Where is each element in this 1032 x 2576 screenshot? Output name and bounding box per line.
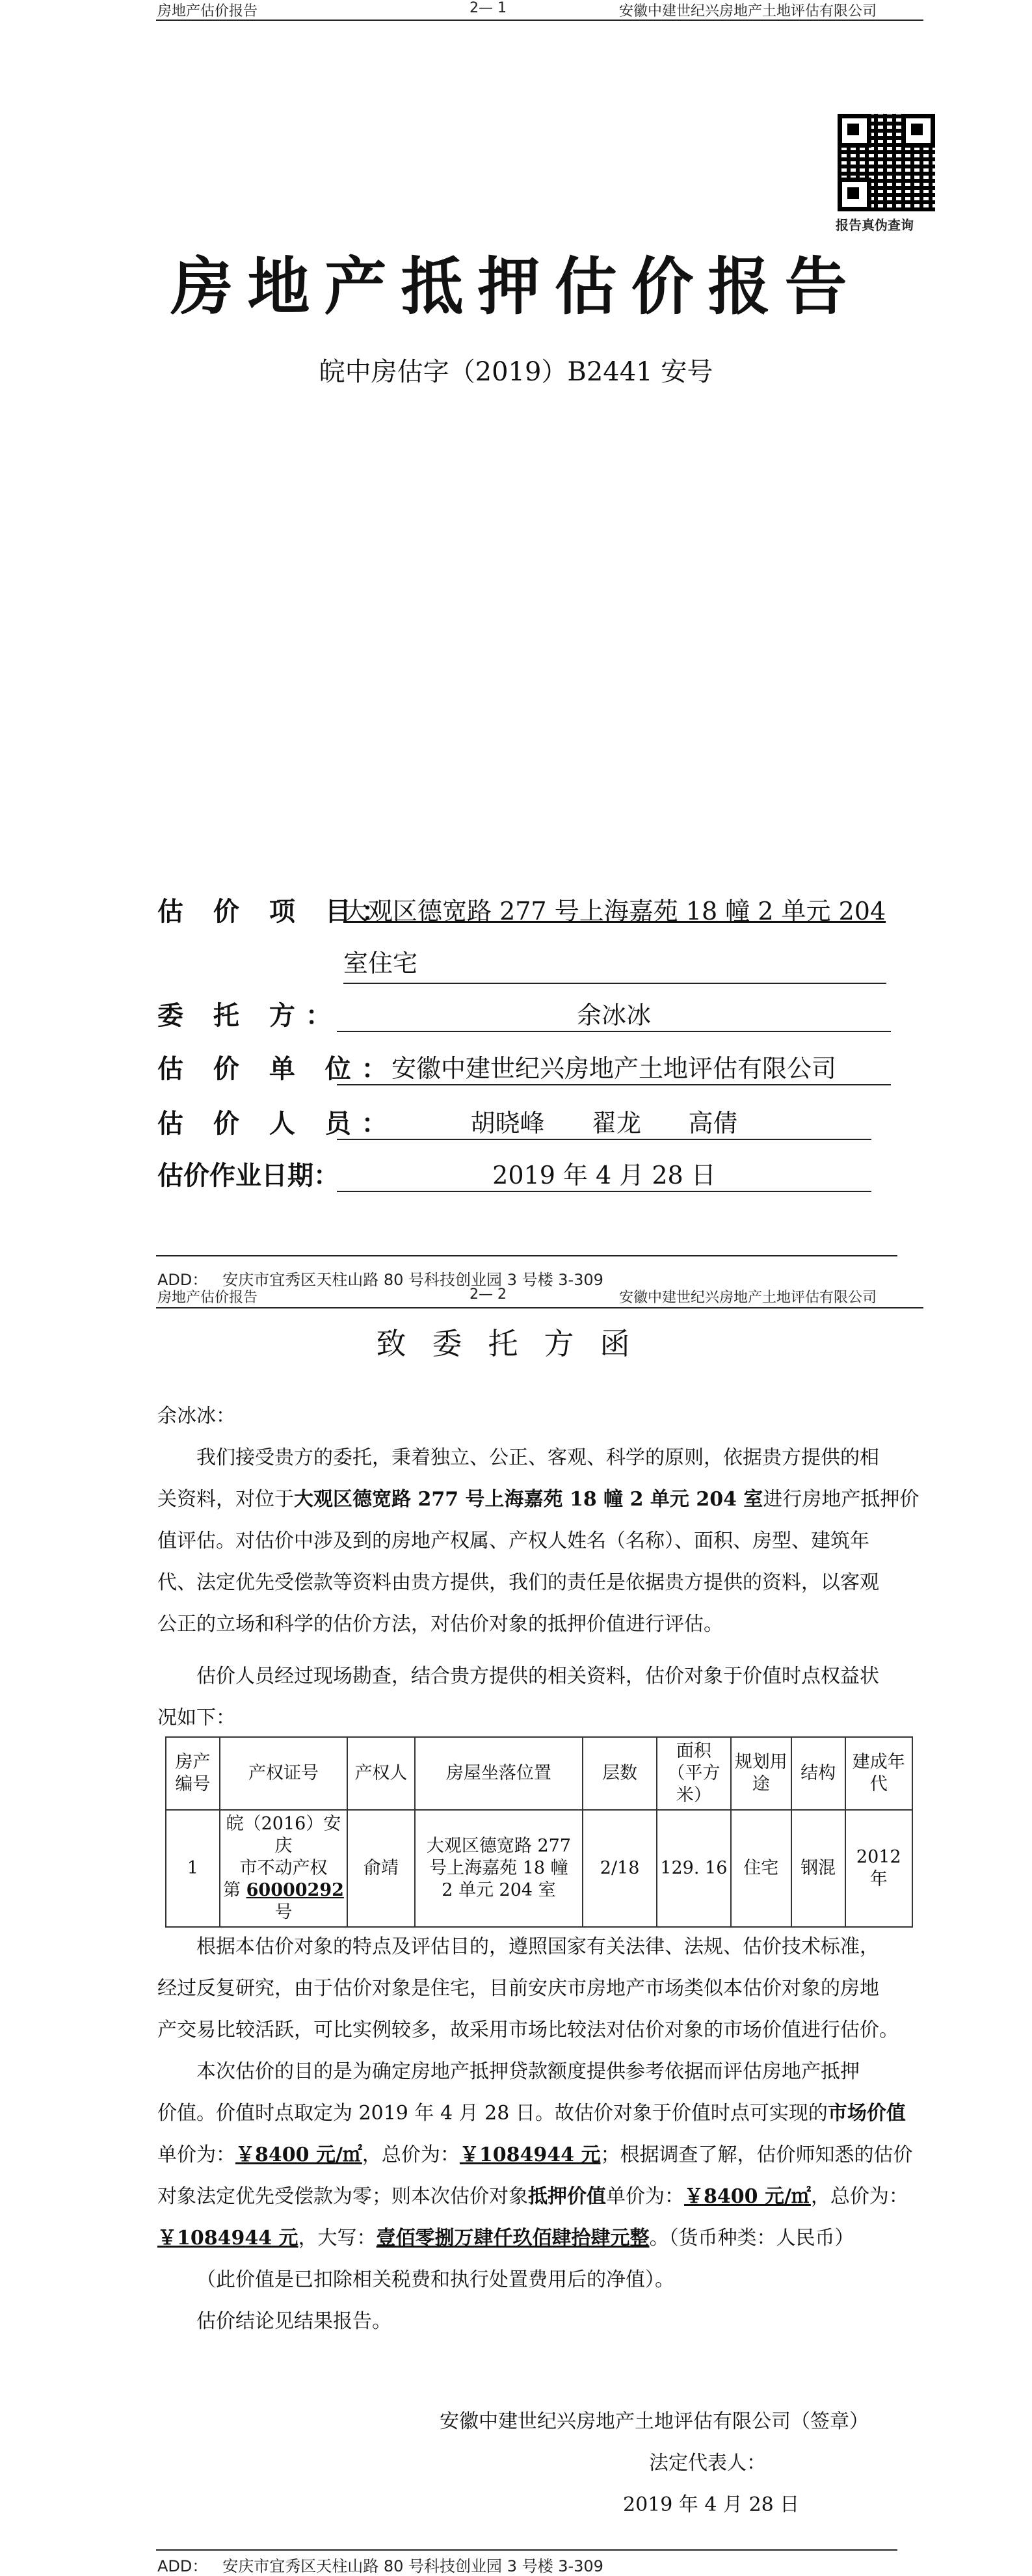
salutation: 余冰冰： (157, 1405, 235, 1427)
footer-address: ADD： 安庆市宜秀区天柱山路 80 号科技创业园 3 号楼 3-309 (157, 2557, 603, 2575)
header-cell: 产权人 (347, 1737, 414, 1810)
paragraph-1-line2: 关资料，对位于大观区德宽路 277 号上海嘉苑 18 幢 2 单元 204 室进行房地产抵押价 (157, 1488, 920, 1511)
header-cell: 建成年代 (845, 1737, 912, 1810)
date-label: 估价作业日期： (157, 1160, 339, 1191)
paragraph-3-line1: 根据本估价对象的特点及评估目的，遵照国家有关法律、法规、估价技术标准， (196, 1935, 879, 1958)
cell-location: 大观区德宽路 277 号上海嘉苑 18 幢 2 单元 204 室 (415, 1810, 583, 1927)
cell-owner: 俞靖 (347, 1810, 414, 1927)
qr-code[interactable] (838, 114, 935, 211)
footer-address: ADD： 安庆市宜秀区天柱山路 80 号科技创业园 3 号楼 3-309 (157, 1271, 603, 1289)
cell-certificate: 皖（2016）安庆 市不动产权 第 60000292 号 (220, 1810, 348, 1927)
client-label: 委 托 方： (157, 1000, 342, 1031)
footer-rule (156, 1255, 897, 1256)
client-value: 余冰冰 (337, 995, 891, 1032)
paragraph-3-line2: 经过反复研究，由于估价对象是住宅，目前安庆市房地产市场类似本估价对象的房地 (157, 1977, 879, 2000)
date-value: 2019 年 4 月 28 日 (337, 1155, 871, 1192)
paragraph-4-line3: 单价为：￥8400 元/㎡，总价为：￥1084944 元；根据调查了解，估价师知悉的估价 (157, 2144, 913, 2166)
header-page-number: 2— 2 (470, 1286, 507, 1303)
header-cell: 规划用途 (731, 1737, 791, 1810)
header-cell: 房屋坐落位置 (415, 1737, 583, 1810)
paragraph-5: （此价值是已扣除相关税费和执行处置费用后的净值）。 (196, 2268, 674, 2291)
header-cell: 面积（平方米） (657, 1737, 731, 1810)
paragraph-2-line2: 况如下： (157, 1706, 235, 1729)
cell-number: 1 (166, 1810, 220, 1927)
unit-value: 安徽中建世纪兴房地产土地评估有限公司 (337, 1048, 891, 1085)
qr-caption: 报告真伪查询 (836, 217, 914, 233)
paragraph-4-line1: 本次估价的目的是为确定房地产抵押贷款额度提供参考依据而评估房地产抵押 (196, 2060, 860, 2083)
staff-label: 估 价 人 员： (157, 1108, 398, 1139)
header-left: 房地产估价报告 (157, 1290, 258, 1306)
project-label: 估 价 项 目： (157, 896, 398, 927)
signature-representative: 法定代表人： (649, 2452, 766, 2475)
header-cell: 房产编号 (166, 1737, 220, 1810)
report-title: 房地产抵押估价报告 (170, 250, 862, 323)
paragraph-1-line1: 我们接受贵方的委托，秉着独立、公正、客观、科学的原则，依据贵方提供的相 (196, 1446, 879, 1469)
cell-year: 2012 年 (845, 1810, 912, 1927)
header-right: 安徽中建世纪兴房地产土地评估有限公司 (619, 1290, 877, 1306)
paragraph-1-line3: 值评估。对估价中涉及到的房地产权属、产权人姓名（名称）、面积、房型、建筑年 (157, 1530, 869, 1552)
paragraph-4-line4: 对象法定优先受偿款为零；则本次估价对象抵押价值单价为：￥8400 元/㎡，总价为： (157, 2185, 908, 2208)
unit-label: 估 价 单 位： (157, 1054, 398, 1084)
paragraph-1-line4: 代、法定优先受偿款等资料由贵方提供，我们的责任是依据贵方提供的资料，以客观 (157, 1571, 879, 1594)
staff-value: 胡晓峰 翟龙 高倩 (337, 1103, 871, 1140)
header-left: 房地产估价报告 (157, 3, 258, 20)
table-header-row (166, 1737, 912, 1810)
header-rule (156, 20, 923, 21)
paragraph-1-line5: 公正的立场和科学的估价方法，对估价对象的抵押价值进行评估。 (157, 1613, 723, 1636)
table-row (166, 1810, 912, 1927)
footer-rule (156, 2549, 897, 2551)
project-value-line1: 大观区德宽路 277 号上海嘉苑 18 幢 2 单元 204 (343, 897, 886, 925)
property-table (165, 1736, 913, 1928)
project-value-line2: 室住宅 (343, 943, 886, 984)
paragraph-3-line3: 产交易比较活跃，可比实例较多，故采用市场比较法对估价对象的市场价值进行估价。 (157, 2019, 899, 2041)
header-cell: 产权证号 (220, 1737, 348, 1810)
letter-title: 致委托方函 (376, 1326, 656, 1361)
cell-use: 住宅 (731, 1810, 791, 1927)
header-rule (156, 1307, 923, 1308)
cell-area: 129. 16 (657, 1810, 731, 1927)
header-page-number: 2— 1 (470, 0, 507, 16)
paragraph-6: 估价结论见结果报告。 (196, 2310, 391, 2333)
paragraph-4-line2: 价值。价值时点取定为 2019 年 4 月 28 日。故估价对象于价值时点可实现的市场价值 (157, 2102, 906, 2125)
cell-structure: 钢混 (791, 1810, 845, 1927)
document-number: 皖中房估字（2019）B2441 安号 (319, 357, 713, 387)
header-cell: 结构 (791, 1737, 845, 1810)
header-right: 安徽中建世纪兴房地产土地评估有限公司 (619, 3, 877, 20)
cell-floors: 2/18 (583, 1810, 657, 1927)
signature-company: 安徽中建世纪兴房地产土地评估有限公司（签章） (440, 2410, 869, 2433)
signature-date: 2019 年 4 月 28 日 (623, 2493, 800, 2516)
paragraph-4-line5: ￥1084944 元，大写：壹佰零捌万肆仟玖佰肆拾肆元整。（货币种类：人民币） (157, 2227, 854, 2250)
header-cell: 层数 (583, 1737, 657, 1810)
paragraph-2-line1: 估价人员经过现场勘查，结合贵方提供的相关资料，估价对象于价值时点权益状 (196, 1665, 879, 1688)
